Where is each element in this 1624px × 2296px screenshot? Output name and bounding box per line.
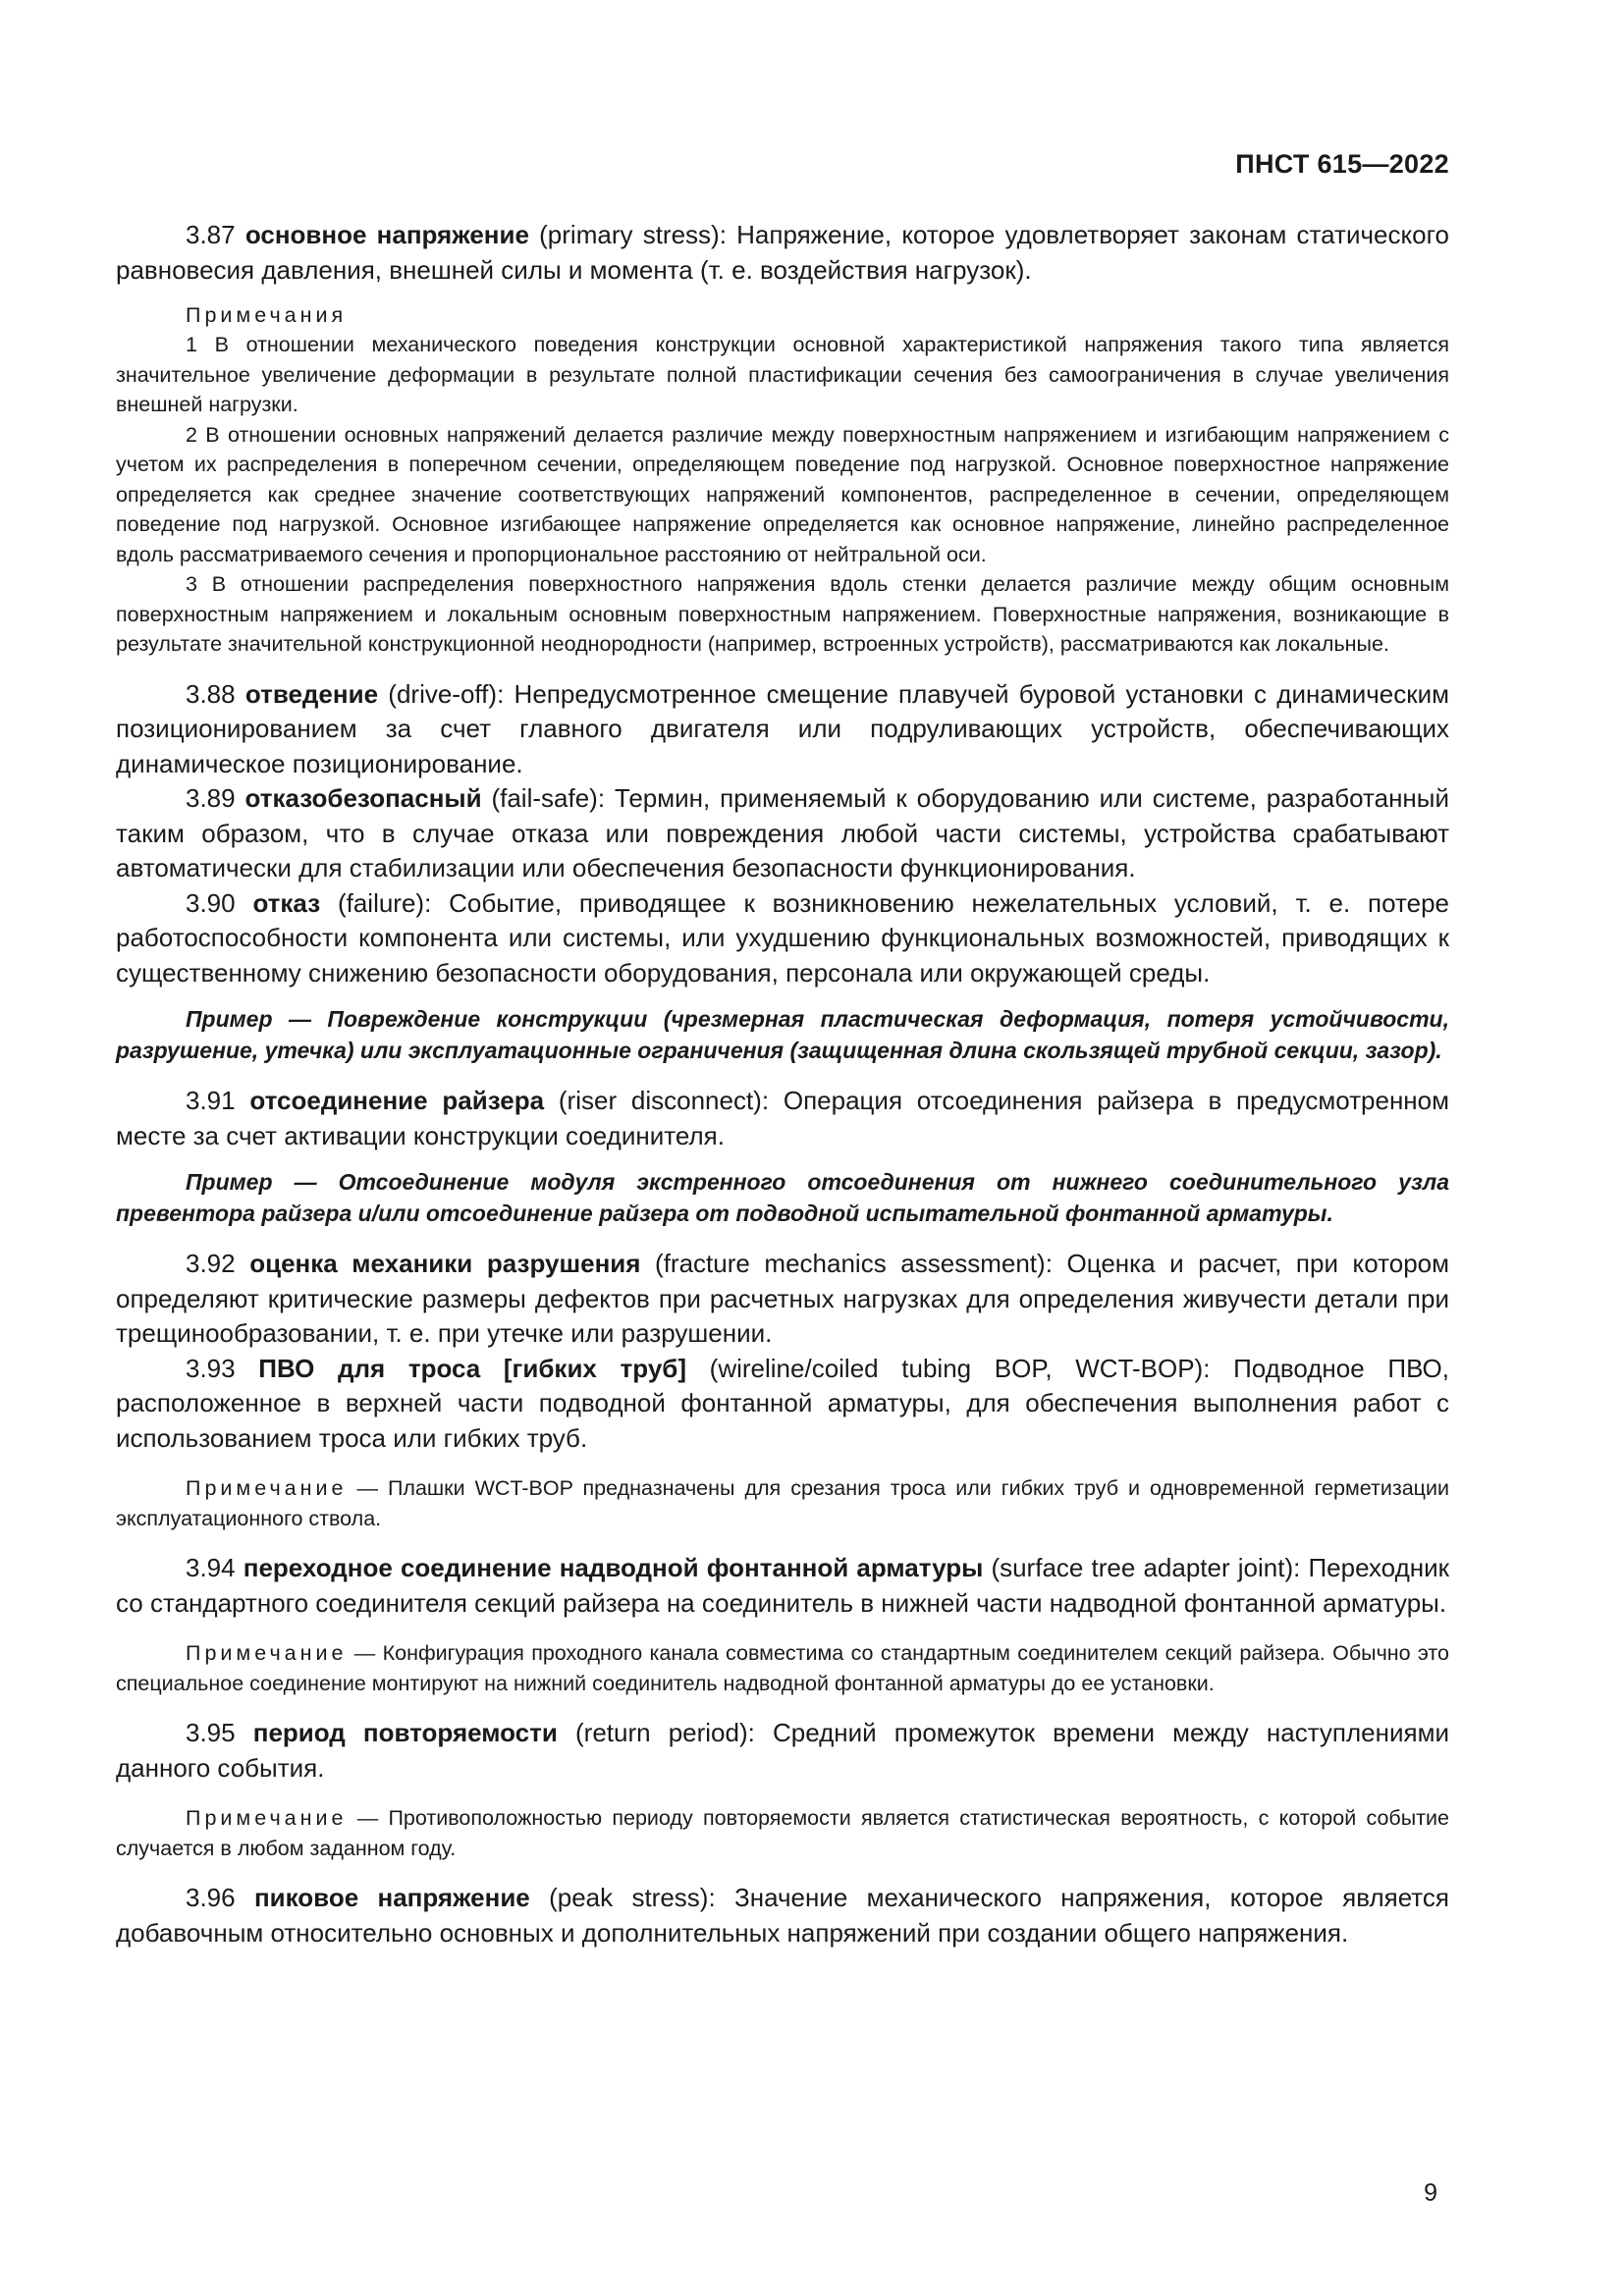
note-3-94 (116, 1638, 1449, 1698)
term-3-96 (116, 1881, 1449, 1950)
note-2: 2 В отношении основных напряжений делается различие между поверхностным напряжением и изгибающим напряжением с учетом их распределения в поперечном сечении, определяющем поведение под нагрузкой. Основное поверхностное напряжение определяется как среднее значение соответствующих напряжений компонентов, распределенное в сечении, определяющем поведение под нагрузкой. Основное изгибающее напряжение определяется как основное напряжение, линейно распределенное вдоль рассматриваемого сечения и пропорциональное расстоянию от нейтральной оси. (116, 422, 1449, 566)
term-name: отведение (244, 678, 379, 709)
example-3-90: Пример — Повреждение конструкции (чрезмерная пластическая деформация, потеря устойчивости, разрушение, утечка) или эксплуатационные ограничения (защищенная длина скользящей трубной секции, зазор). (116, 1006, 1449, 1063)
term-definition: (surface tree adapter joint): Переходник со стандартного соединителя секций райзера на соединитель в нижней части надводной фонтанной арматуры. (116, 1553, 1450, 1618)
term-number: 3.90 (186, 887, 253, 918)
term-definition: (failure): Событие, приводящее к возникновению нежелательных условий, т. е. потере работоспособности компонента или системы, или ухудшению функциональных возможностей, приводящих к существенному снижению безопасности оборудования, персонала или окружающей среды. (116, 887, 1449, 988)
note-text: — Плашки WCT-BOP предназначены для срезания троса или гибких труб и одновременной герметизации эксплуатационного ствола. (116, 1476, 1449, 1530)
term-number: 3.89 (186, 783, 245, 813)
term-number: 3.87 (186, 220, 245, 249)
page-number: 9 (1424, 2179, 1437, 2207)
term-number: 3.96 (186, 1883, 254, 1912)
term-3-95 (116, 1716, 1449, 1786)
note-label: Примечание (186, 1806, 348, 1830)
term-3-90 (116, 886, 1449, 991)
term-name: оценка механики разрушения (249, 1249, 641, 1278)
note-text: — Конфигурация проходного канала совместима со стандартным соединителем секций райзера. Обычно это специальное соединение монтируют на нижний соединитель надводной фонтанной арматуры до ее установки. (116, 1641, 1449, 1695)
term-number: 3.94 (186, 1553, 244, 1582)
term-definition: (fracture mechanics assessment): Оценка и расчет, при котором определяют критические размеры дефектов при расчетных нагрузках для определения живучести детали при трещинообразовании, т. е. при утечке или разрушении. (116, 1249, 1449, 1348)
term-number: 3.95 (186, 1718, 253, 1747)
term-name: ПВО для троса [гибких труб] (258, 1353, 686, 1383)
note-3-93 (116, 1473, 1449, 1533)
term-name: отказ (252, 887, 321, 918)
term-name: переходное соединение надводной фонтанной арматуры (243, 1553, 984, 1582)
term-definition: (drive-off): Непредусмотренное смещение плавучей буровой установки с динамическим позиционированием за счет главного двигателя или подруливающих устройств, обеспечивающих динамическое позиционирование. (116, 678, 1449, 778)
term-definition: (fail-safe): Термин, применяемый к оборудованию или системе, разработанный таким образом, что в случае отказа или повреждения любой части системы, устройства срабатывают автоматически для стабилизации или обеспечения безопасности функционирования. (116, 783, 1449, 882)
term-name: отсоединение райзера (249, 1086, 545, 1115)
term-3-91 (116, 1084, 1449, 1153)
term-3-89 (116, 781, 1449, 886)
document-body (116, 218, 1449, 1950)
note-label: Примечание (186, 1641, 348, 1665)
note-3: 3 В отношении распределения поверхностного напряжения вдоль стенки делается различие между общим основным поверхностным напряжением и локальным основным поверхностным напряжением. Поверхностные напряжения, возникающие в результате значительной конструкционной неоднородности (например, встроенных устройств), рассматриваются как локальные. (116, 572, 1449, 656)
term-number: 3.91 (186, 1086, 250, 1115)
term-3-92 (116, 1247, 1449, 1352)
term-definition: (riser disconnect): Операция отсоединения райзера в предусмотренном месте за счет активации конструкции соединителя. (116, 1086, 1449, 1150)
term-3-87 (116, 218, 1449, 288)
notes-heading: Примечания (186, 303, 348, 327)
note-3-95 (116, 1803, 1449, 1863)
term-3-88 (116, 677, 1449, 782)
term-number: 3.88 (186, 678, 245, 709)
term-definition: (return period): Средний промежуток времени между наступлениями данного события. (116, 1718, 1450, 1783)
term-3-94 (116, 1551, 1449, 1621)
term-definition: (wireline/coiled tubing BOP, WCT-BOP): Подводное ПВО, расположенное в верхней части подводной фонтанной арматуры, для обеспечения выполнения работ с использованием троса или гибких труб. (116, 1353, 1449, 1453)
document-code-header: ПНСТ 615—2022 (1235, 149, 1449, 179)
note-1: 1 В отношении механического поведения конструкции основной характеристикой напряжения такого типа является значительное увеличение деформации в результате полной пластификации сечения без самоограничения в случае увеличения внешней нагрузки. (116, 333, 1449, 416)
term-name: отказобезопасный (244, 783, 482, 813)
term-number: 3.92 (186, 1249, 250, 1278)
note-label: Примечание (186, 1476, 348, 1500)
note-text: — Противоположностью периоду повторяемости является статистическая вероятность, с которой событие случается в любом заданном году. (116, 1806, 1449, 1860)
term-3-93 (116, 1352, 1449, 1457)
term-definition: (peak stress): Значение механического напряжения, которое является добавочным относительно основных и дополнительных напряжений при создании общего напряжения. (116, 1883, 1449, 1948)
term-number: 3.93 (186, 1353, 259, 1383)
example-3-91: Пример — Отсоединение модуля экстренного отсоединения от нижнего соединительного узла превентора райзера и/или отсоединение райзера от подводной испытательной фонтанной арматуры. (116, 1169, 1449, 1226)
term-name: период повторяемости (252, 1718, 558, 1747)
term-name: пиковое напряжение (253, 1883, 530, 1912)
term-name: основное напряжение (244, 220, 529, 249)
term-definition: (primary stress): Напряжение, которое удовлетворяет законам статического равновесия давления, внешней силы и момента (т. е. воздействия нагрузок). (116, 220, 1449, 285)
